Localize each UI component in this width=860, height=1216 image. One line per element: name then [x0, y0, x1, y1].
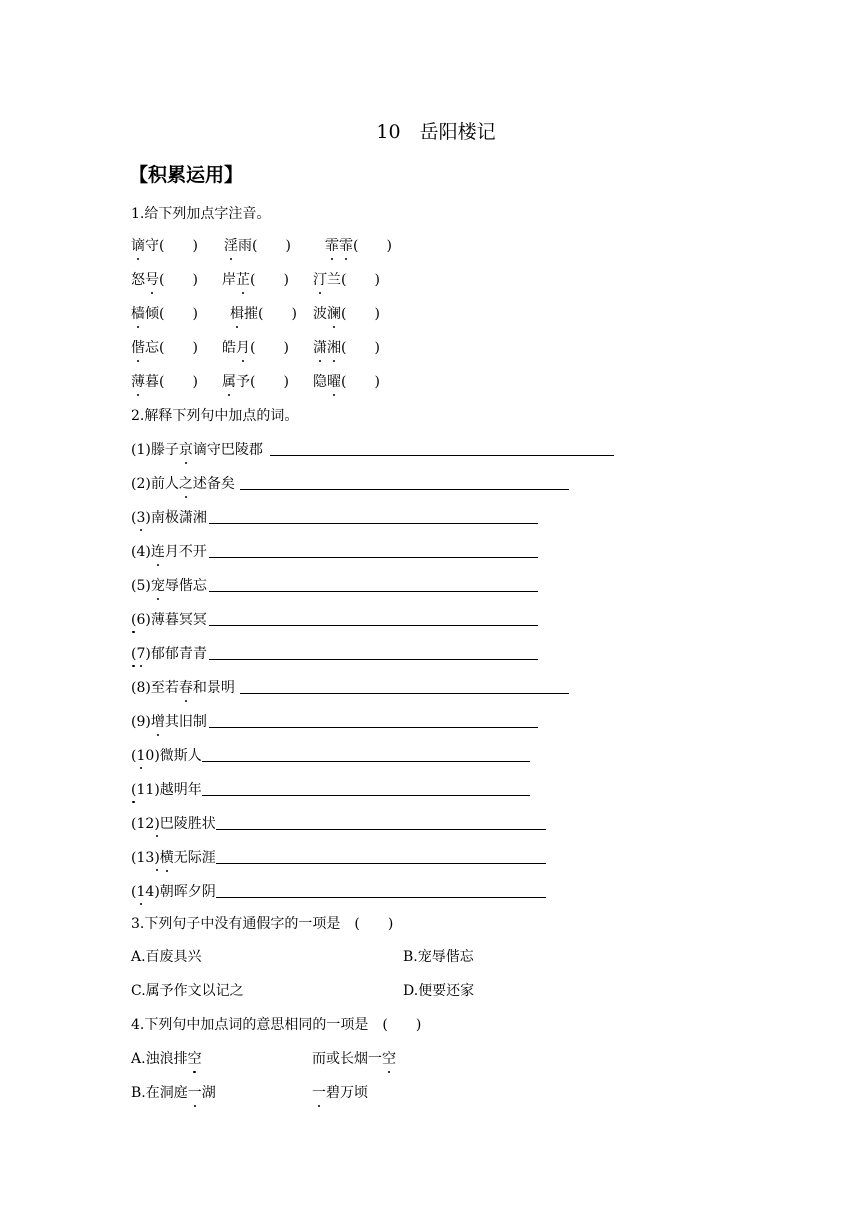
q2-item: (6)薄暮冥冥 — [131, 612, 207, 628]
q1-pinyin-item: 波澜( ) — [313, 303, 380, 323]
q3-option-b[interactable]: B.宠辱偕忘 — [403, 949, 474, 965]
q4-phrase: 而或长烟一空 — [312, 1048, 396, 1068]
q2-item: (3)南极潇湘 — [131, 510, 207, 526]
q2-item: (5)宠辱偕忘 — [131, 575, 207, 595]
q1-pinyin-item: 淫雨( ) — [224, 235, 291, 255]
q2-item: (2)前人之述备矣 — [131, 473, 235, 493]
answer-blank[interactable] — [216, 829, 546, 830]
q1-stem: 1.给下列加点字注音。 — [131, 206, 271, 222]
answer-blank[interactable] — [209, 659, 538, 660]
q4-phrase: B.在洞庭一湖 — [131, 1082, 216, 1102]
q1-pinyin-item: 皓月( ) — [222, 337, 289, 357]
q2-item: (11)越明年 — [131, 782, 202, 798]
q1-pinyin-item: 偕忘( ) — [131, 337, 198, 357]
q1-pinyin-item: 楫摧( ) — [230, 303, 297, 323]
q1-pinyin-item: 隐曜( ) — [313, 371, 380, 391]
q2-item: (8)至若春和景明 — [131, 677, 235, 697]
q1-pinyin-item: 潇湘( ) — [313, 337, 380, 357]
answer-blank[interactable] — [216, 897, 546, 898]
q2-item: (12)巴陵胜状 — [131, 816, 216, 832]
q1-pinyin-item: 薄暮( ) — [131, 371, 198, 391]
answer-blank[interactable] — [209, 591, 538, 592]
answer-blank[interactable] — [202, 761, 530, 762]
q3-option-c[interactable]: C.属予作文以记之 — [131, 983, 244, 999]
answer-blank[interactable] — [209, 523, 538, 524]
answer-blank[interactable] — [240, 489, 569, 490]
q1-pinyin-item: 岸芷( ) — [222, 269, 289, 289]
q1-pinyin-item: 属予( ) — [222, 371, 289, 391]
q1-pinyin-item: 谪守( ) — [131, 235, 198, 255]
q4-phrase: 一碧万顷 — [312, 1082, 368, 1102]
answer-blank[interactable] — [202, 795, 530, 796]
q1-pinyin-item: 霏霏( ) — [325, 235, 392, 255]
answer-blank[interactable] — [209, 557, 538, 558]
answer-blank[interactable] — [209, 625, 538, 626]
q3-option-d[interactable]: D.便要还家 — [403, 983, 475, 999]
q2-item: (14)朝晖夕阴 — [131, 884, 216, 900]
q2-item: (10)微斯人 — [131, 748, 202, 764]
q2-item: (1)滕子京谪守巴陵郡 — [131, 439, 263, 459]
q2-item: (7)郁郁青青 — [131, 646, 207, 662]
q2-item: (4)连月不开 — [131, 541, 207, 561]
page-title: 10 岳阳楼记 — [376, 121, 496, 143]
answer-blank[interactable] — [240, 693, 569, 694]
section-heading: 【积累运用】 — [129, 164, 244, 186]
q4-stem: 4.下列句中加点词的意思相同的一项是 ( ) — [131, 1017, 422, 1033]
q2-item: (13)横无际涯 — [131, 847, 216, 867]
q1-pinyin-item: 汀兰( ) — [313, 269, 380, 289]
q2-stem: 2.解释下列句中加点的词。 — [131, 408, 299, 424]
answer-blank[interactable] — [216, 863, 546, 864]
answer-blank[interactable] — [270, 455, 614, 456]
q3-option-a[interactable]: A.百废具兴 — [131, 949, 202, 965]
q1-pinyin-item: 怒号( ) — [131, 269, 198, 289]
q2-item: (9)增其旧制 — [131, 711, 207, 731]
q3-stem: 3.下列句子中没有通假字的一项是 ( ) — [131, 916, 394, 932]
q1-pinyin-item: 樯倾( ) — [131, 303, 198, 323]
q4-phrase: A.浊浪排空 — [131, 1048, 202, 1068]
answer-blank[interactable] — [209, 727, 538, 728]
